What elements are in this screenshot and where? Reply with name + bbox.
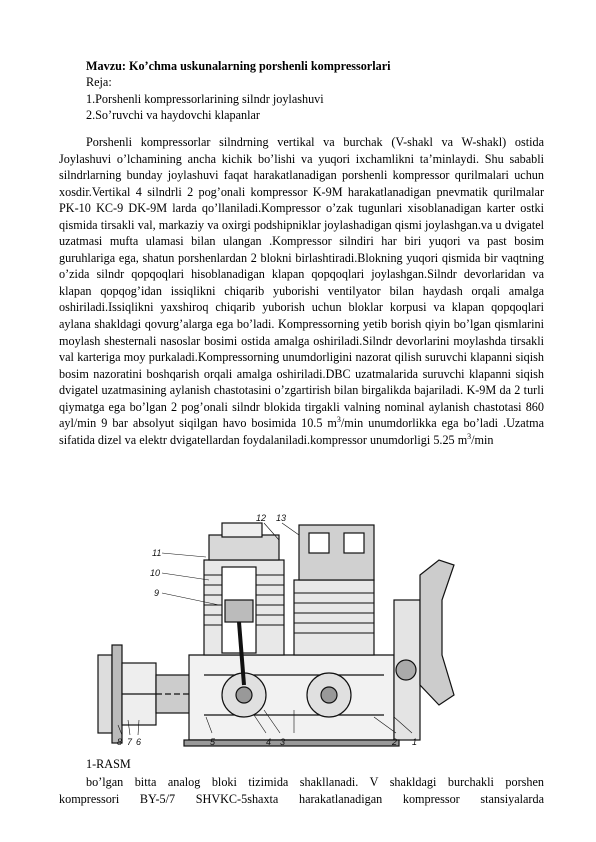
plan-label: Reja: [86,75,112,90]
paragraph-text-b: /min unumdorlikka ega bo’ladi .Uzatma sifatida dizel va elektr dvigatellardan foydalaniladi.kompressor unumdorligi 5.25 m [59,416,544,447]
part-label-9: 9 [154,588,160,598]
part-label-3: 3 [280,737,286,747]
figure-caption: 1-RASM [86,757,131,771]
plan-item-1: 1.Porshenli kompressorlarining silndr joylashuvi [86,91,324,106]
continuation-paragraph [59,774,544,807]
part-label-12: 12 [256,513,267,523]
superscript-cubic-2: 3 [467,431,472,441]
part-label-4: 4 [266,737,272,747]
plan-item-2: 2.So’ruvchi va haydovchi klapanlar [86,108,260,123]
main-paragraph [59,134,544,448]
part-label-6: 6 [136,737,142,747]
topic-title: Mavzu: Ko’chma uskunalarning porshenli kompressorlari [86,59,391,73]
part-label-11: 11 [152,548,162,558]
part-label-13: 13 [276,513,287,523]
document-header [86,58,546,124]
part-label-10: 10 [150,568,161,578]
compressor-drawing [94,505,478,750]
paragraph-text-c: /min [471,432,494,447]
part-label-8: 8 [117,737,123,747]
superscript-cubic-1: 3 [336,415,341,425]
part-label-1: 1 [412,737,418,747]
part-label-2: 2 [392,737,398,747]
part-label-5: 5 [210,737,216,747]
continuation-line-2: kompressori BY-5/7 SHVKC-5shaxta harakatlanadigan kompressor stansiyalarda [59,791,544,806]
paragraph-text-a: Porshenli kompressorlar silndrning vertikal va burchak (V-shakl va W-shakl) ostida Joylashuvi o’lchamining ancha kichik bo’lishi va yuqori ixchamlikni ta’minlaydi. Shu sababli silndrlarning bunday joylashuvi faqat harakatlanadigan porshenli kompressor qurilmalari uchun xosdir.Vertikal 4 silndrli 2 pog’onali kompressor K-9M harakatlanadigan pnevmatik qurilmalar PK-10 KC-9 DK-9M larda qo’llaniladi.Kompressor o’zak tugunlari xisoblanadigan karter ostki qismida tirsakli val, markaziy va oxirgi podshipniklar joylashadigan qismi joylashgan.va u dvigatel uzatmasi mufta ulamasi bilan ulangan .Kompressor silndiri har biri yuqori va past bosim guruhlariga ega, shatun porshenlardan 2 blokni birlashtiradi.Blokning yuqori qismida bir vaqtning o’zida silndr qopqoqlari hisoblanadigan klapan qopqoqlari joylashgan.Silndr devorlaridan va klapan qopqog’idan issiqlikni chiqarib yuborishi ventilyator bilan haydash orqali amalga oshiriladi.Issiqlikni yaxshiroq chiqarib yuborish uchun bloklar korpusi va klapan qopqoqlari aylana shakldagi qovurg’alarga ega bo’ladi. Kompressorning yetib borish qiyin bo’lgan qismlarini moylash shesternali nasoslar bosimi ostida amalga oshiriladi.Silndr devorlarini moylashda tirsakli val karteriga moy purkaladi.Kompressorning unumdorligini nazorat qilish suruvchi klapanni siqish bosim nazoratini boshqarish orqali amalga oshiriladi.DBC uzatmalarida suruvchi klapanni siqish dvigatel uzatmasining aylanish chastotasini o’zgartirish bilan birgalikda bajariladi. K-9M da 2 turli qiymatga ega bo’lgan 2 pog’onali silndr blokida tirgakli valning nominal aylanish chastotasi 860 ayl/min 9 bar absolyut siqilgan havo bosimida 10.5 m [59,135,544,431]
continuation-line-1: bo’lgan bitta analog bloki tizimida shakllanadi. V shakldagi burchakli porshen [86,775,544,789]
part-label-7: 7 [127,737,133,747]
